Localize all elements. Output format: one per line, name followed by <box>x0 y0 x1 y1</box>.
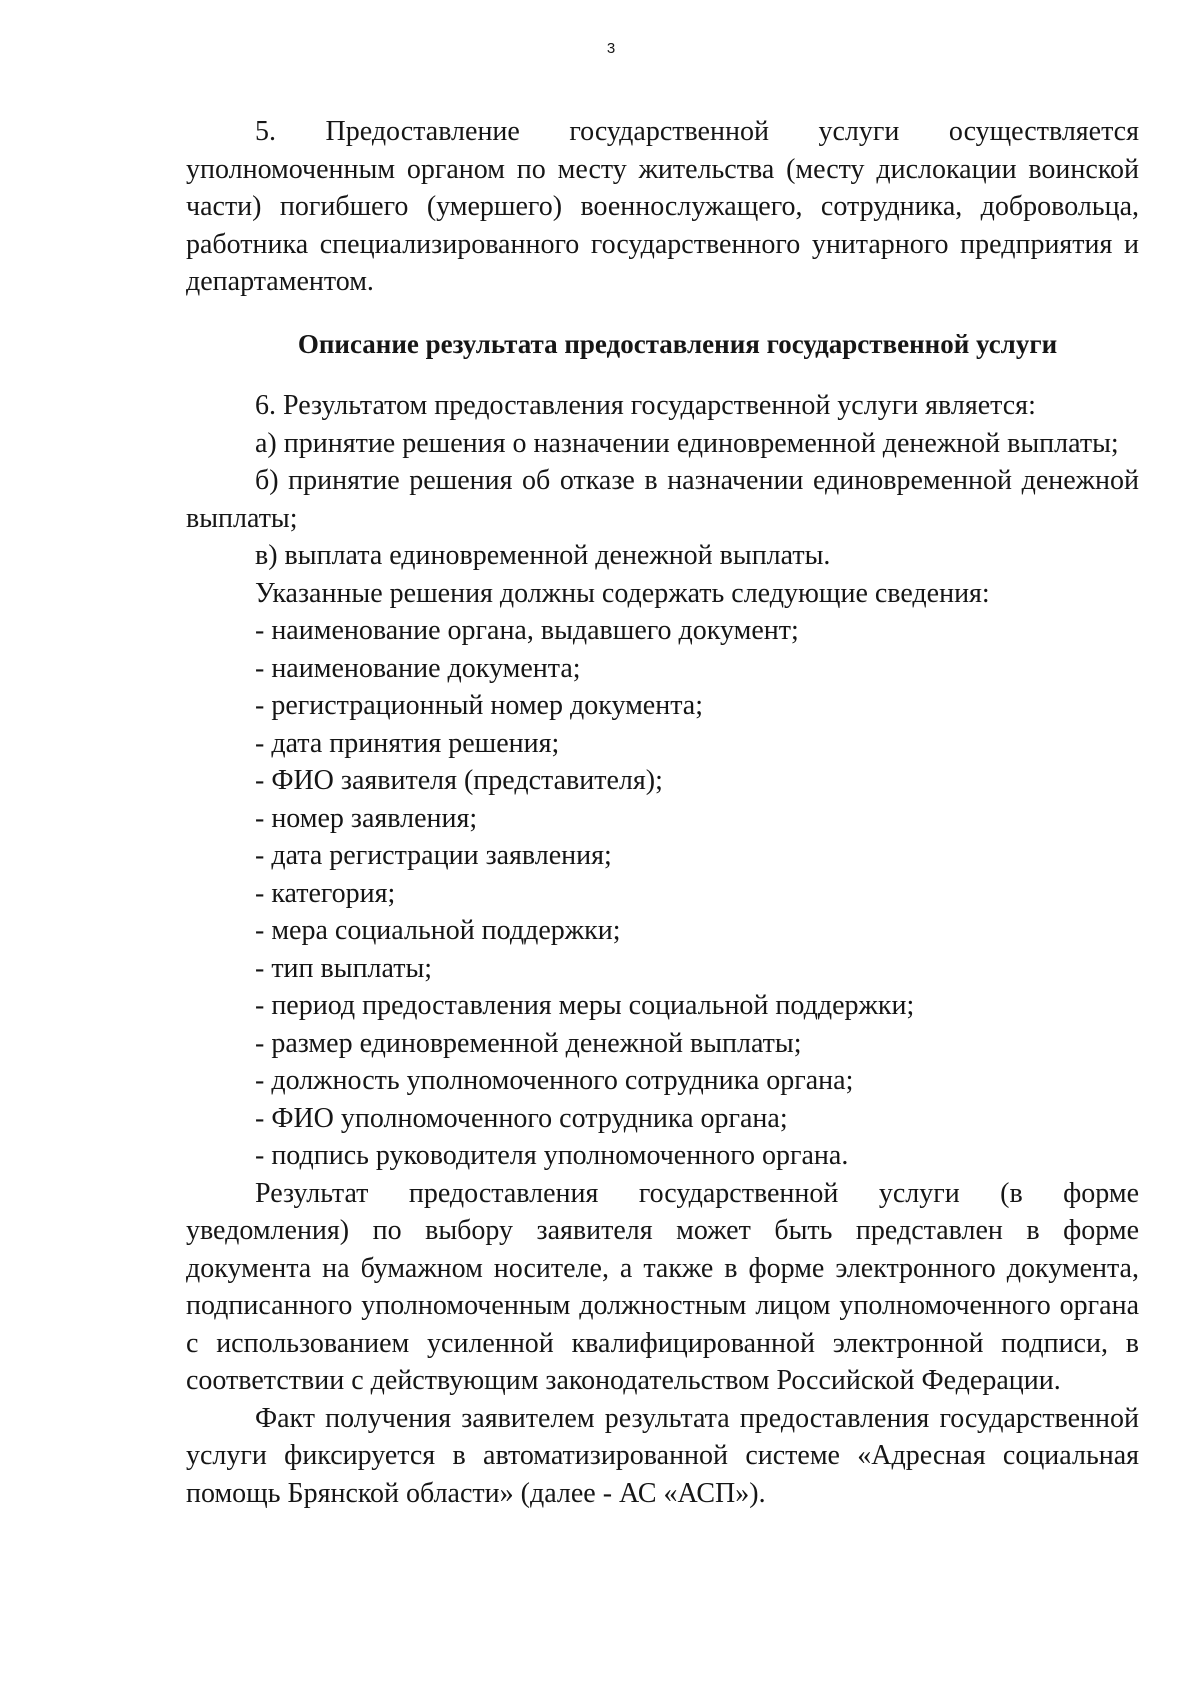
section-heading: Описание результата предоставления государственной услуги <box>297 328 1058 359</box>
list-item: - ФИО уполномоченного сотрудника органа; <box>255 1102 788 1134</box>
list-item: - подпись руководителя уполномоченного органа. <box>255 1140 849 1171</box>
paragraph-5: 5. Предоставление государственной услуги осуществляется уполномоченным органом по месту жительства (месту дислокации воинской части) погибшего (умершего) военнослужащего, сотрудника, добровольца, работника специализированного государственного унитарного предприятия и департаментом. <box>186 116 1139 297</box>
paragraph-6-intro: 6. Результатом предоставления государственной услуги является: <box>255 390 1036 421</box>
list-item: - номер заявления; <box>255 802 478 834</box>
details-list <box>186 612 1139 1175</box>
list-item: - регистрационный номер документа; <box>255 690 703 721</box>
fact-paragraph: Факт получения заявителем результата предоставления государственной услуги фиксируется в автоматизированной системе «Адресная социальная помощь Брянской области» (далее - АС «АСП»). <box>186 1402 1139 1509</box>
list-item: - период предоставления меры социальной поддержки; <box>255 990 915 1021</box>
result-item-b: б) принятие решения об отказе в назначении единовременной денежной выплаты; <box>186 465 1139 534</box>
list-item: - дата принятия решения; <box>255 727 560 759</box>
list-item: - наименование документа; <box>255 652 581 684</box>
result-item-a: а) принятие решения о назначении единовременной денежной выплаты; <box>255 427 1119 459</box>
page-number: 3 <box>606 40 616 57</box>
document-body <box>186 113 1139 1512</box>
result-item-c: в) выплата единовременной денежной выплаты. <box>255 540 831 571</box>
list-item: - должность уполномоченного сотрудника органа; <box>255 1065 854 1096</box>
list-item: - ФИО заявителя (представителя); <box>255 765 663 796</box>
list-item: - мера социальной поддержки; <box>255 915 621 946</box>
list-item: - категория; <box>255 877 396 909</box>
result-form-paragraph: Результат предоставления государственной услуги (в форме уведомления) по выбору заявителя может быть представлен в форме документа на бумажном носителе, а также в форме электронного документа, подписанного уполномоченным должностным лицом уполномоченного органа с использованием усиленной квалифицированной электронной подписи, в соответствии с действующим законодательством Российской Федерации. <box>186 1177 1139 1396</box>
decisions-intro: Указанные решения должны содержать следующие сведения: <box>255 577 990 609</box>
list-item: - размер единовременной денежной выплаты; <box>255 1027 802 1059</box>
list-item: - дата регистрации заявления; <box>255 840 612 871</box>
list-item: - наименование органа, выдавшего документ; <box>255 615 799 646</box>
list-item: - тип выплаты; <box>255 952 433 984</box>
